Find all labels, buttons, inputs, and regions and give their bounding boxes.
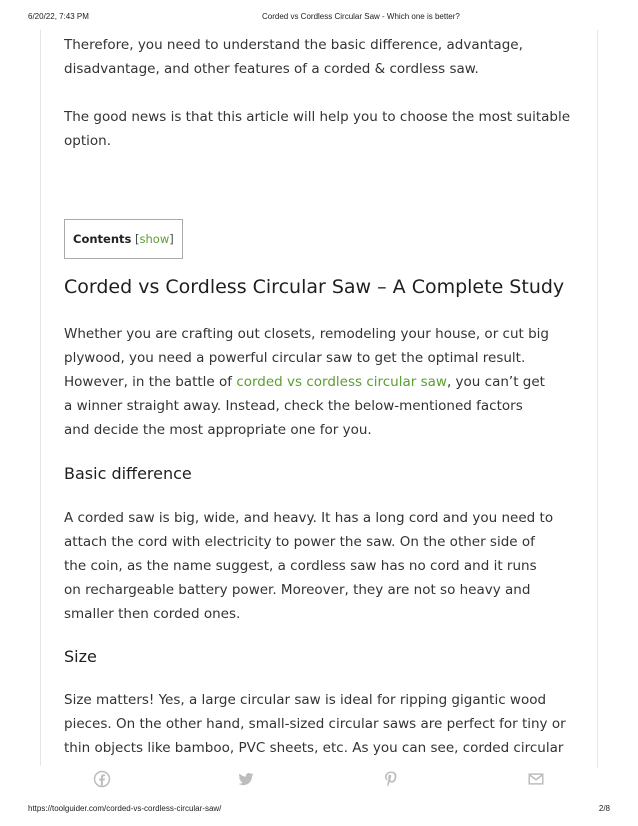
study-text-before: Whether you are crafting out closets, remodeling your house, or cut big plywood, you need a powerful circular saw to get the optimal result. However, in the battle of — [64, 326, 549, 390]
toc-bracket-close: ] — [169, 232, 174, 246]
pinterest-icon[interactable] — [382, 770, 400, 788]
intro-paragraph-2: The good news is that this article will help you to choose the most suitable option. — [64, 109, 571, 149]
print-url: https://toolguider.com/corded-vs-cordless-circular-saw/ — [28, 804, 222, 813]
toc-show-link[interactable]: show — [139, 232, 170, 246]
toc-toggle — [135, 232, 174, 246]
print-datetime: 6/20/22, 7:43 PM — [28, 12, 89, 21]
toc-bracket-open: [ — [135, 232, 140, 246]
main-heading: Corded vs Cordless Circular Saw – A Complete Study — [64, 276, 565, 298]
print-header — [0, 12, 638, 24]
study-text-after: , you can’t get a winner straight away. Instead, check the below-mentioned factors and decide the most appropriate one for you. — [64, 374, 545, 438]
size-paragraph: Size matters! Yes, a large circular saw is ideal for ripping gigantic wood pieces. On the other hand, small-sized circular saws are perfect for tiny or thin objects like bamboo, PVC sheets, etc. As you can see, corded circular — [64, 692, 566, 756]
basic-difference-heading: Basic difference — [64, 464, 192, 483]
toc-title: Contents — [73, 232, 132, 246]
email-icon[interactable] — [527, 770, 545, 788]
size-heading: Size — [64, 647, 97, 666]
corded-vs-cordless-link[interactable]: corded vs cordless circular saw — [236, 374, 447, 390]
basic-difference-paragraph: A corded saw is big, wide, and heavy. It has a long cord and you need to attach the cord with electricity to power the saw. On the other side of the coin, as the name suggest, a cordless saw has no cord and it runs on rechargeable battery power. Moreover, they are not so heavy and smaller then corded ones. — [64, 510, 554, 622]
print-page-title: Corded vs Cordless Circular Saw - Which one is better? — [262, 12, 460, 21]
twitter-icon[interactable] — [237, 770, 255, 788]
page-number: 2/8 — [598, 804, 610, 813]
table-of-contents — [64, 219, 183, 259]
study-paragraph — [64, 322, 549, 442]
content-frame — [40, 30, 598, 768]
intro-paragraph-1: Therefore, you need to understand the basic difference, advantage, disadvantage, and other features of a corded & cordless saw. — [64, 37, 523, 77]
facebook-icon[interactable] — [93, 770, 111, 788]
share-bar — [40, 766, 596, 796]
print-footer — [0, 804, 638, 816]
